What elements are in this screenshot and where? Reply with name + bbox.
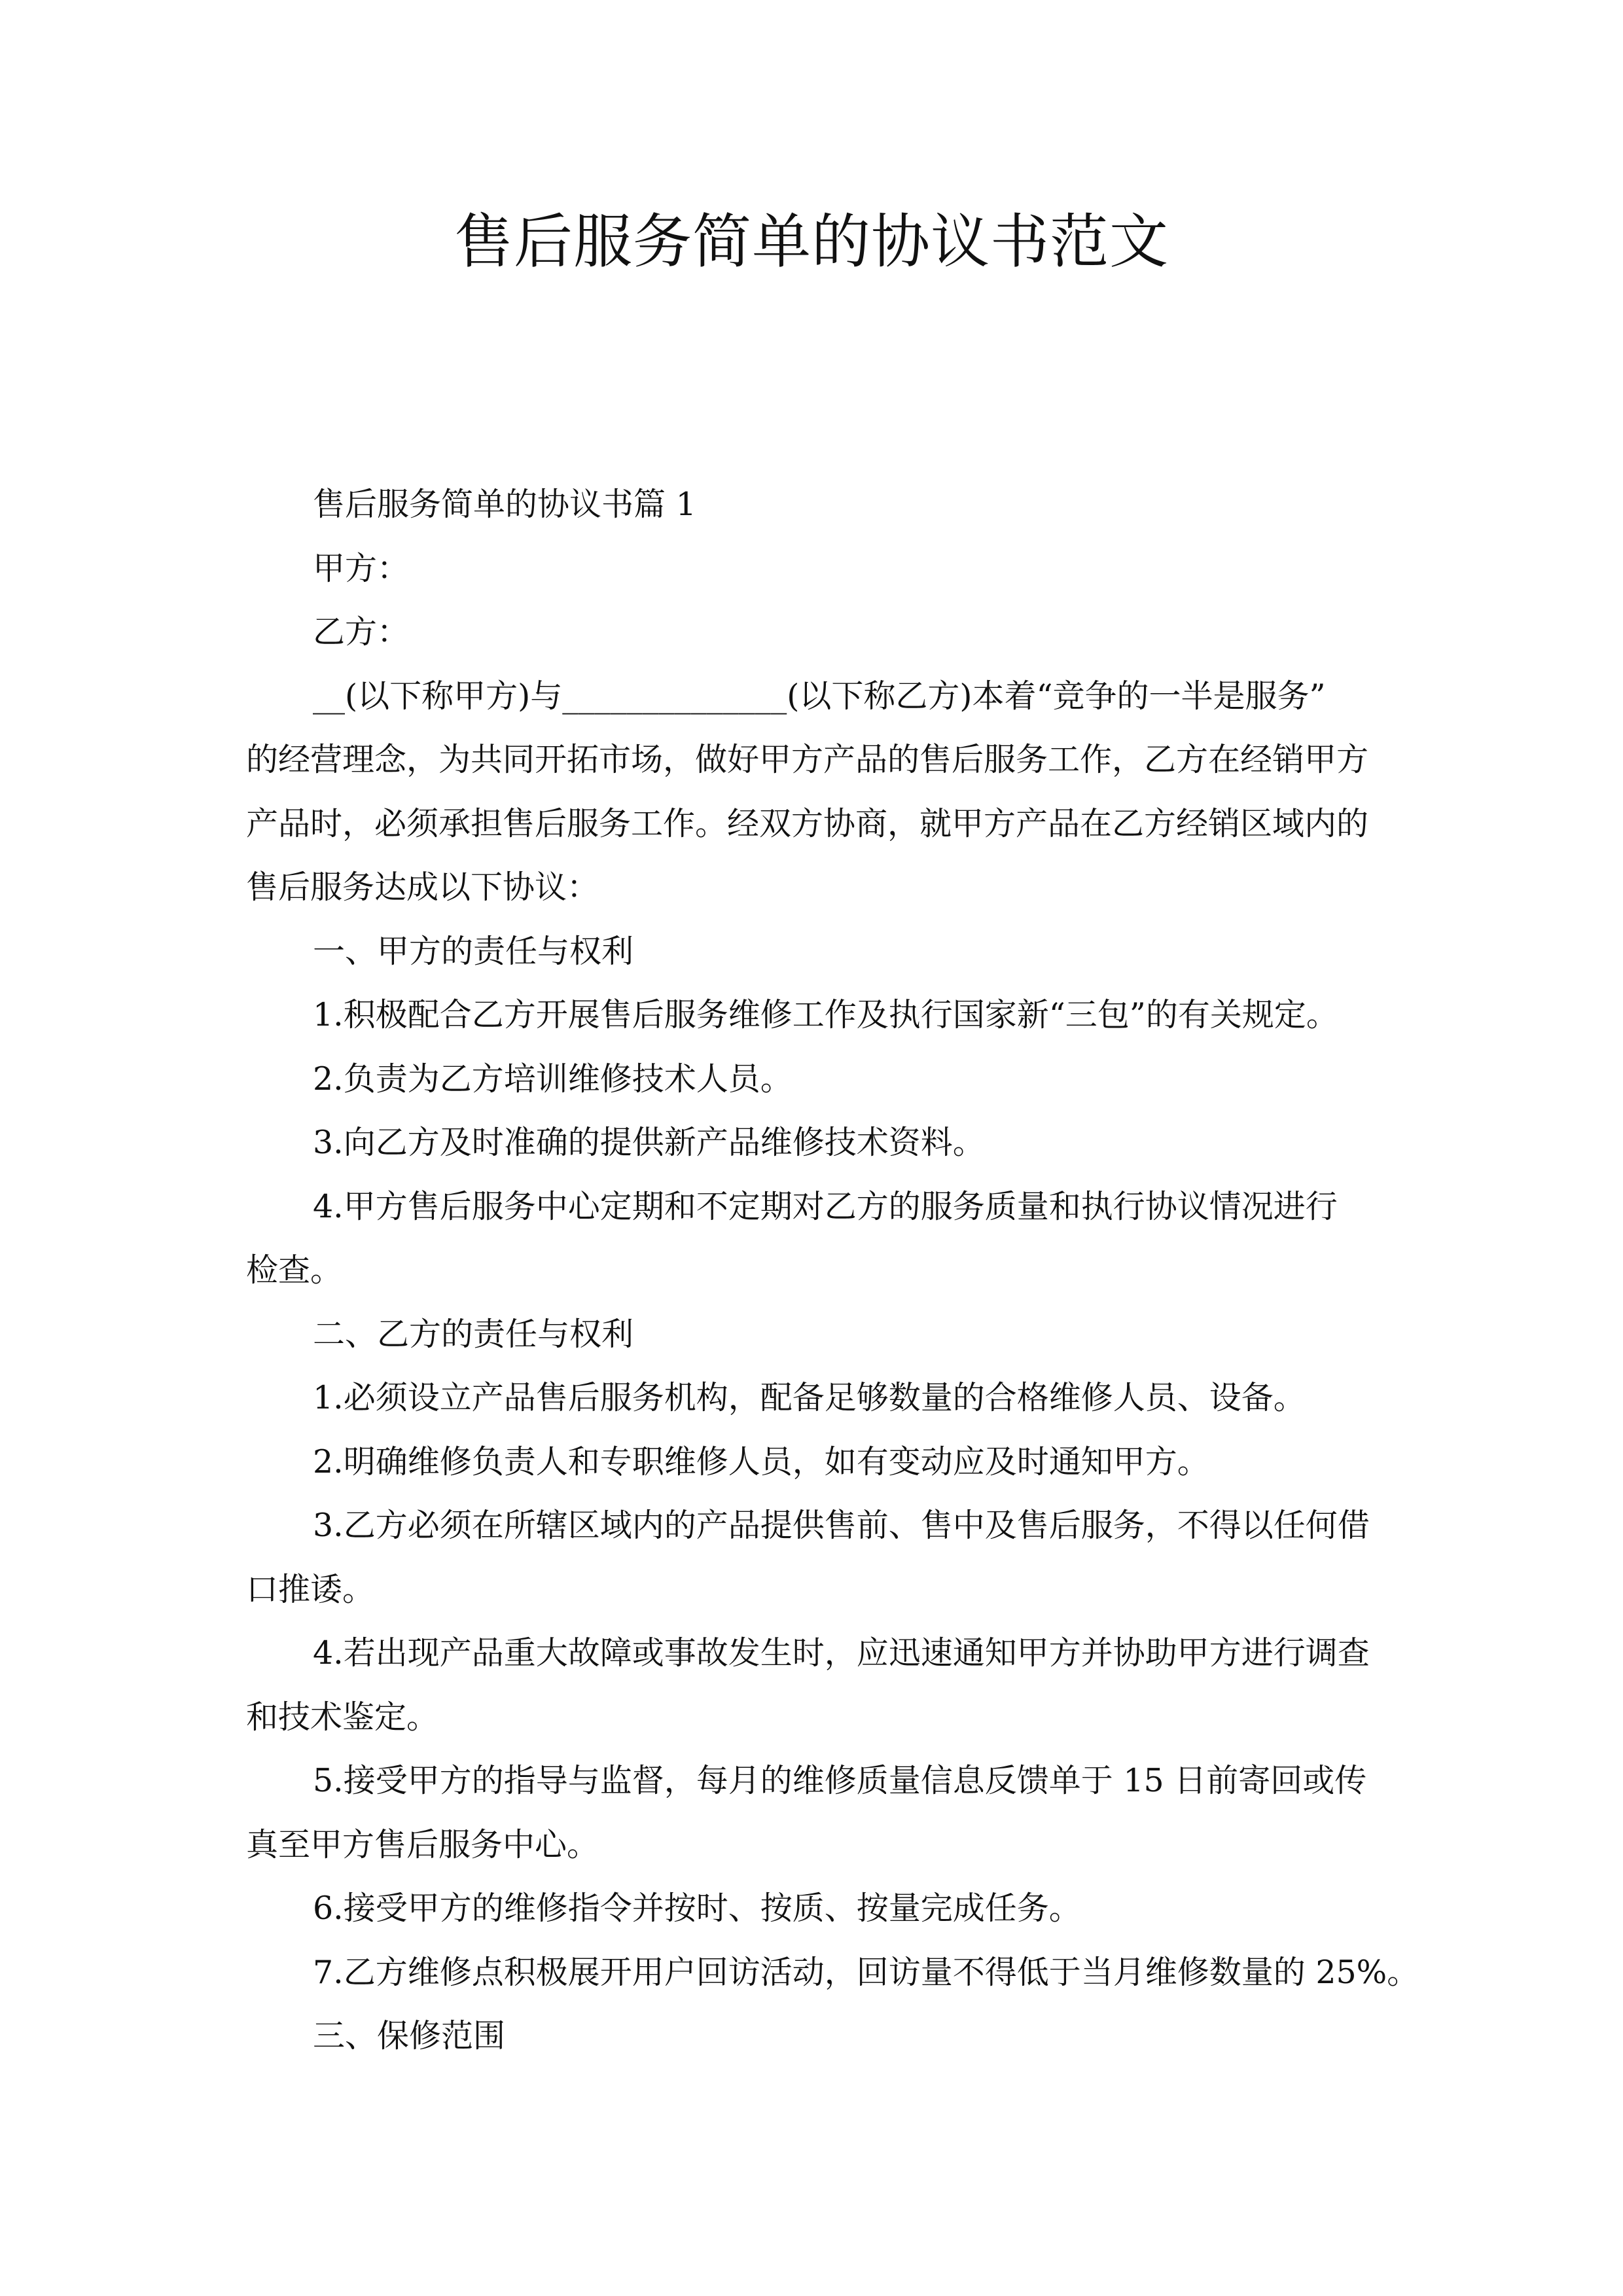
paragraph-line: 4.甲方售后服务中心定期和不定期对乙方的服务质量和执行协议情况进行 [313, 1187, 1338, 1225]
paragraph [246, 1366, 1398, 1430]
paragraph-line: 三、保修范围 [313, 2017, 506, 2054]
paragraph [246, 1621, 1398, 1749]
document-body [246, 473, 1419, 2068]
paragraph-line: 3.乙方必须在所辖区域内的产品提供售前、售中及售后服务，不得以任何借 [313, 1507, 1370, 1544]
paragraph-line: 2.明确维修负责人和专职维修人员，如有变动应及时通知甲方。 [313, 1443, 1209, 1480]
paragraph-line: 售后服务简单的协议书篇 1 [313, 486, 696, 523]
paragraph [246, 983, 1398, 1047]
paragraph-line: 1.积极配合乙方开展售后服务维修工作及执行国家新“三包”的有关规定。 [313, 996, 1338, 1033]
paragraph [246, 1876, 1398, 1941]
paragraph-line: 检查。 [246, 1251, 343, 1289]
paragraph-line: 4.若出现产品重大故障或事故发生时，应迅速通知甲方并协助甲方进行调查 [313, 1634, 1370, 1672]
paragraph-line: 一、甲方的责任与权利 [313, 932, 634, 970]
paragraph-line: 甲方： [313, 549, 410, 587]
paragraph-line: 乙方： [313, 613, 410, 651]
paragraph-line: 1.必须设立产品售后服务机构，配备足够数量的合格维修人员、设备。 [313, 1379, 1306, 1416]
paragraph [246, 2004, 1398, 2068]
paragraph-line: __(以下称甲方)与______________(以下称乙方)本着“竞争的一半是服务” [313, 677, 1326, 715]
paragraph-line: 5.接受甲方的指导与监督，每月的维修质量信息反馈单于 15 日前寄回或传 [313, 1762, 1367, 1799]
paragraph [246, 664, 1398, 920]
paragraph-line: 3.向乙方及时准确的提供新产品维修技术资料。 [313, 1124, 985, 1161]
paragraph [246, 1302, 1398, 1367]
paragraph [246, 920, 1398, 984]
paragraph [246, 1430, 1398, 1494]
paragraph-line: 售后服务达成以下协议： [246, 869, 599, 906]
paragraph [246, 1175, 1398, 1302]
paragraph-line: 真至甲方售后服务中心。 [246, 1825, 599, 1863]
document-title: 售后服务简单的协议书范文 [454, 207, 1169, 276]
paragraph [246, 537, 1398, 601]
paragraph-line: 口推诿。 [246, 1570, 375, 1608]
paragraph-line: 产品时，必须承担售后服务工作。经双方协商，就甲方产品在乙方经销区域内的 [246, 804, 1369, 842]
paragraph [246, 1941, 1419, 2005]
paragraph-line: 二、乙方的责任与权利 [313, 1315, 634, 1353]
paragraph-line: 2.负责为乙方培训维修技术人员。 [313, 1060, 793, 1098]
paragraph [246, 1047, 1398, 1111]
paragraph-line: 的经营理念，为共同开拓市场，做好甲方产品的售后服务工作，乙方在经销甲方 [246, 741, 1369, 778]
paragraph [246, 473, 1398, 537]
paragraph-line: 和技术鉴定。 [246, 1698, 439, 1736]
paragraph-line: 7.乙方维修点积极展开用户回访活动，回访量不得低于当月维修数量的 25%。 [313, 1953, 1419, 1991]
paragraph [246, 1749, 1398, 1876]
paragraph-line: 6.接受甲方的维修指令并按时、按质、按量完成任务。 [313, 1890, 1081, 1927]
paragraph [246, 600, 1398, 664]
paragraph [246, 1111, 1398, 1175]
paragraph [246, 1494, 1398, 1621]
